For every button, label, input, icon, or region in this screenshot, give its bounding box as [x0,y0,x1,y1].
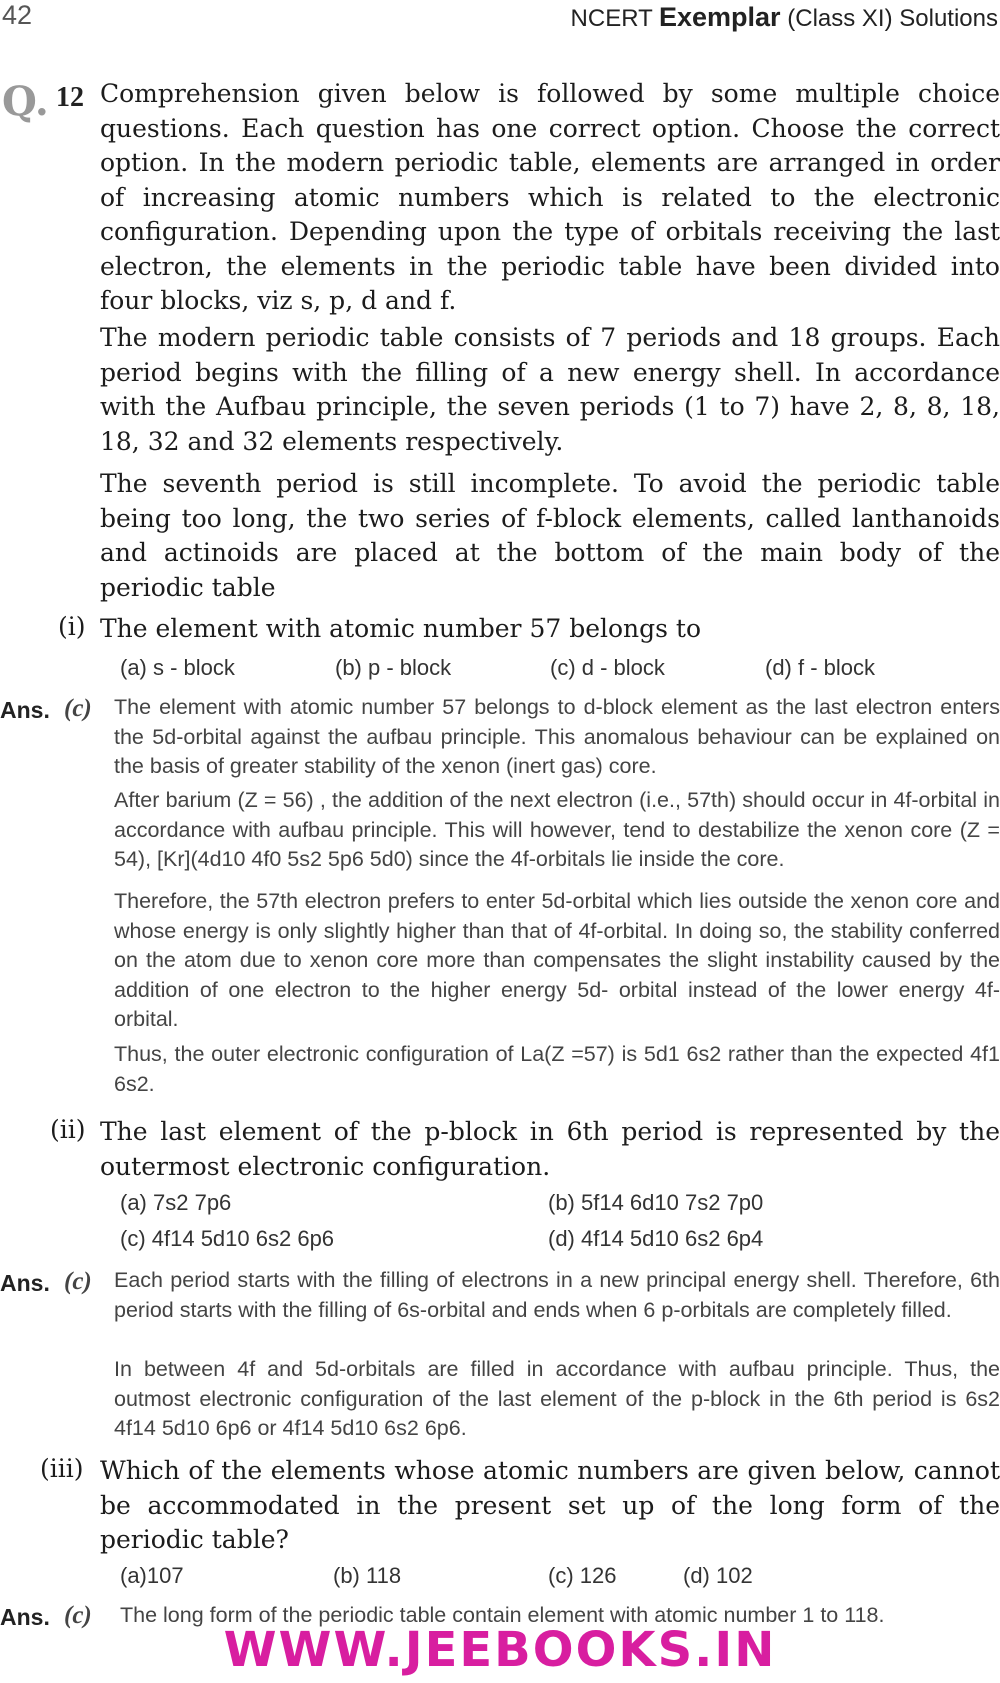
watermark-footer: WWW.JEEBOOKS.IN [223,1622,777,1678]
subquestion-3-option-b: (b) 118 [333,1563,402,1588]
question-number: 12 [56,82,84,113]
book-prefix: NCERT [570,5,653,32]
answer-3-label: Ans. [0,1604,50,1630]
answer-1-paragraph-4: Thus, the outer electronic configuration of La(Z =57) is 5d1 6s2 rather than the expected 4f1 6s2. [114,1042,1000,1096]
subquestion-2-option-a: (a) 7s2 7p6 [120,1190,232,1215]
answer-2-paragraph-2: In between 4f and 5d-orbitals are filled in accordance with aufbau principle. Thus, the outmost electronic configuration of the last element of the p-block in the 6th period is 6s2 4f14 5d10 6p6 or 4f14 5d10 6s2 6p6. [114,1357,1000,1440]
comprehension-paragraph-3: The seventh period is still incomplete. To avoid the periodic table being too long, the two series of f-block elements, called lanthanoids and actinoids are placed at the bottom of the main body of the periodic table [100,469,1000,602]
answer-1-paragraph-1: The element with atomic number 57 belongs to d-block element as the last electron enters the 5d-orbital against the aufbau principle. This anomalous behaviour can be explained on the basis of greater stability of the xenon (inert gas) core. [114,695,1000,778]
subquestion-1-option-a: (a) s - block [120,655,235,680]
answer-2-letter: (c) [64,1268,92,1295]
answer-3-paragraph-1: The long form of the periodic table contain element with atomic number 1 to 118. [120,1603,885,1627]
subquestion-1-option-c: (c) d - block [550,655,665,680]
subquestion-3-option-d: (d) 102 [683,1563,753,1588]
answer-2-paragraph-1: Each period starts with the filling of electrons in a new principal energy shell. Therefore, 6th period starts with the filling of 6s-orbital and ends when 6 p-orbitals are completely filled. [114,1268,1000,1322]
subquestion-1-option-b: (b) p - block [335,655,452,680]
question-mark: Q. [2,78,49,125]
answer-3-letter: (c) [64,1602,92,1629]
comprehension-paragraph-1: Comprehension given below is followed by some multiple choice questions. Each question has one correct option. Choose the correct option. In the modern periodic table, elements are arranged in order of increasing atomic numbers which is related to the electronic configuration. Depending upon the type of orbitals receiving the last electron, the elements in the periodic table have been divided into four blocks, viz s, p, d and f. [100,79,1000,315]
answer-1-paragraph-2: After barium (Z = 56) , the addition of the next electron (i.e., 57th) should occur in 4f-orbital in accordance with aufbau principle. This will however, tend to destabilize the xenon core (Z = 54), [Kr](4d10 4f0 5s2 5p6 5d0) since the 4f-orbitals lie inside the core. [114,788,1000,871]
running-header [571,2,998,33]
answer-2-label: Ans. [0,1270,50,1296]
subquestion-2-text: The last element of the p-block in 6th period is represented by the outermost electronic configuration. [100,1117,1000,1181]
answer-1-label: Ans. [0,697,50,723]
book-suffix: (Class XI) Solutions [787,5,998,32]
subquestion-2-option-d: (d) 4f14 5d10 6s2 6p4 [548,1226,764,1251]
subquestion-1-text: The element with atomic number 57 belongs to [100,614,702,643]
subquestion-2-option-b: (b) 5f14 6d10 7s2 7p0 [548,1190,764,1215]
subquestion-3-label: (iii) [40,1454,84,1483]
subquestion-1-option-d: (d) f - block [765,655,876,680]
answer-1-letter: (c) [64,695,92,722]
subquestion-2-option-c: (c) 4f14 5d10 6s2 6p6 [120,1226,335,1251]
page-number: 42 [2,0,33,30]
book-title-bold: Exemplar [659,2,781,32]
subquestion-3-option-a: (a)107 [120,1563,184,1588]
subquestion-2-label: (ii) [50,1115,86,1144]
subquestion-3-option-c: (c) 126 [548,1563,617,1588]
subquestion-1-label: (i) [58,612,86,641]
comprehension-paragraph-2: The modern periodic table consists of 7 periods and 18 groups. Each period begins with the filling of a new energy shell. In accordance with the Aufbau principle, the seven periods (1 to 7) have 2, 8, 8, 18, 18, 32 and 32 elements respectively. [100,323,1000,456]
answer-1-paragraph-3: Therefore, the 57th electron prefers to enter 5d-orbital which lies outside the xenon core and whose energy is only slightly higher than that of 4f-orbital. In doing so, the stability conferred on the atom due to xenon core more than compensates the slight instability caused by the addition of one electron to the higher energy 5d- orbital instead of the lower energy 4f- orbital. [114,889,1000,1031]
subquestion-3-text: Which of the elements whose atomic numbers are given below, cannot be accommodated in the present set up of the long form of the periodic table? [100,1456,1000,1554]
